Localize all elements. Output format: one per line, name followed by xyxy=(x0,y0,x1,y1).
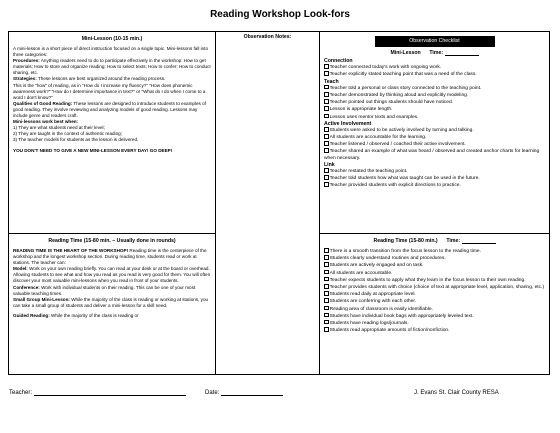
reading-time-checklist xyxy=(320,234,549,374)
checklist-item[interactable]: Students read daily at appropriate level. xyxy=(324,291,545,298)
checkbox[interactable] xyxy=(324,114,329,119)
mini-lesson-description xyxy=(9,32,215,233)
checkbox[interactable] xyxy=(324,99,329,104)
works-best-item: 3) The teacher models for students as the lesson is delivered. xyxy=(13,137,139,143)
teacher-blank[interactable] xyxy=(34,390,186,396)
conference-paragraph: Conference: Work with individual students on their reading. This can be one of your most valuable teaching times. xyxy=(13,284,196,296)
checklist-item[interactable]: There is a smooth transition from the focus lesson to the reading time. xyxy=(324,248,545,255)
teacher-label: Teacher: xyxy=(9,390,33,396)
section-connection: Connection xyxy=(324,58,353,64)
date-label: Date: xyxy=(205,390,220,396)
checklist-item[interactable]: All students are accountable. xyxy=(324,270,545,277)
checkbox[interactable] xyxy=(324,284,329,289)
checklist-item[interactable]: Teacher shared an example of what was heard / observed and created anchor charts for learning when necessary. xyxy=(324,149,540,161)
strategies-paragraph: Strategies: These lessons are best organized around the reading process. xyxy=(13,76,166,82)
checklist-item[interactable]: Teacher told a personal or class story connected to the teaching point. xyxy=(324,85,545,92)
checkbox[interactable] xyxy=(324,168,329,173)
checkbox[interactable] xyxy=(324,327,329,332)
observation-checklist-banner: Observation Checklist xyxy=(375,36,495,47)
checklist-item[interactable]: Lesson uses mentor texts and examples. xyxy=(324,114,545,121)
procedures-paragraph: Procedures: Anything readers need to do to participate effectively in the workshop: How to get materials; How to store and organize reading; How to select texts; How to confer; How to conduct sharing, etc. xyxy=(13,58,211,76)
mini-lesson-checklist xyxy=(320,32,549,233)
qualities-paragraph: Qualities of Good Reading: These lessons are designed to introduce students to examples of good reading. They involve reviewing and analyzing models of good reading. Lessons may include genre and readers craft. xyxy=(13,100,206,119)
checkbox[interactable] xyxy=(324,85,329,90)
time-blank[interactable] xyxy=(445,51,479,56)
checklist-item[interactable]: Students read appropriate amounts of fiction/nonfiction. xyxy=(324,327,545,334)
credit: J. Evans St. Clair County RESA xyxy=(414,390,499,396)
checkbox[interactable] xyxy=(324,306,329,311)
checkbox[interactable] xyxy=(324,291,329,296)
section-teach: Teach xyxy=(324,78,339,85)
checkbox[interactable] xyxy=(324,255,329,260)
checklist-item[interactable]: Teacher provided students with explicit directions to practice. xyxy=(324,182,545,189)
checkbox[interactable] xyxy=(324,320,329,325)
checklist-item[interactable]: All students are accountable for the learning. xyxy=(324,134,545,141)
guided-reading-paragraph: Guided Reading: While the majority of the class is reading or xyxy=(13,312,139,318)
reading-time-description xyxy=(9,234,215,374)
date-blank[interactable] xyxy=(221,390,283,396)
heart-paragraph: READING TIME IS THE HEART OF THE WORKSHOP! Reading time is the centerpiece of the workshop and the longest workshop section. During reading time, students read or work at stations. The teacher can: xyxy=(13,248,207,266)
reading-time-time-row: Reading Time (15-80 min.) Time: xyxy=(324,238,545,244)
checkbox[interactable] xyxy=(324,248,329,253)
checkbox[interactable] xyxy=(324,313,329,318)
checkbox[interactable] xyxy=(324,262,329,267)
checklist-item[interactable]: Teacher listened / observed / coached their active involvement. xyxy=(324,141,545,148)
lookfors-table xyxy=(8,31,550,375)
works-best-item: 2) They are taught in the context of authentic reading; xyxy=(13,131,122,137)
checkbox[interactable] xyxy=(324,148,329,153)
works-best-label: Mini-lessons work best when: xyxy=(13,119,79,125)
checklist-item[interactable]: Students clearly understand routines and procedures. xyxy=(324,255,545,262)
checklist-item[interactable]: Teacher restated the teaching point. xyxy=(324,168,545,175)
checkbox[interactable] xyxy=(324,134,329,139)
how-of-reading-paragraph: This is the "how" of reading, as in "How do I increase my fluency?" "How does phonemic awareness work?" "How do I determine importance in text?" or "What do I do when I come to a word I don't know?" xyxy=(13,82,206,100)
checklist-item[interactable]: Teacher explicitly stated teaching point that was a need of the class. xyxy=(324,71,545,78)
time-blank[interactable] xyxy=(462,239,496,244)
small-group-paragraph: Small Group Mini-Lesson: While the majority of the class is reading or working at stations, you can take a small group of students and deliver a mini-lesson for a skill need. xyxy=(13,296,209,308)
checklist-item[interactable]: Teacher demonstrated by thinking aloud and explicitly modeling. xyxy=(324,92,545,99)
checkbox[interactable] xyxy=(324,64,329,69)
checklist-item[interactable]: Students are conferring with each other. xyxy=(324,298,545,305)
checkbox[interactable] xyxy=(324,298,329,303)
checklist-item[interactable]: Teacher provides students with choice (choice of text at appropriate level, application, sharing, etc.) xyxy=(324,284,545,291)
checkbox[interactable] xyxy=(324,71,329,76)
checklist-item[interactable]: Teacher told students how what was taught can be used in the future. xyxy=(324,175,545,182)
observation-notes-area[interactable] xyxy=(216,32,319,374)
date-field xyxy=(205,390,283,396)
model-paragraph: Model: Work on your own reading briefly. You can read at your desk or at the board or overhead. Allowing students to see what and how you read as you read is very good for them. You will often discover your most valuable mini-lessons when you read in front of your students. xyxy=(13,266,211,284)
checkbox[interactable] xyxy=(324,141,329,146)
section-link: Link xyxy=(324,161,335,168)
checklist-item[interactable]: Teacher pointed out things students should have noticed. xyxy=(324,99,545,106)
checklist-item[interactable]: Lesson is appropriate length. xyxy=(324,106,545,113)
section-active-involvement: Active Involvement xyxy=(324,120,372,127)
checklist-item[interactable]: Reading area of classroom is easily identifiable. xyxy=(324,306,545,313)
teacher-field xyxy=(9,390,186,396)
mini-lesson-time-row: Mini-Lesson Time: xyxy=(324,50,545,56)
checkbox[interactable] xyxy=(324,270,329,275)
mini-lesson-heading: Mini-Lesson (10-15 min.) xyxy=(81,36,143,42)
checklist-item[interactable]: Students are actively engaged and on task. xyxy=(324,262,545,269)
checkbox[interactable] xyxy=(324,127,329,132)
checklist-item[interactable]: Students have reading logs/journals. xyxy=(324,320,545,327)
checklist-item[interactable]: Teacher connected today's work with ongoing work. xyxy=(324,64,545,71)
go-deep-note: YOU DON'T NEED TO GIVE A NEW MINI-LESSON EVERY DAY! GO DEEP! xyxy=(13,147,173,153)
checkbox[interactable] xyxy=(324,92,329,97)
checkbox[interactable] xyxy=(324,182,329,187)
checkbox[interactable] xyxy=(324,277,329,282)
checklist-item[interactable]: Students have individual book bags with appropriately leveled text. xyxy=(324,313,545,320)
checkbox[interactable] xyxy=(324,106,329,111)
checkbox[interactable] xyxy=(324,175,329,180)
works-best-item: 1) They are what students need at their level; xyxy=(13,125,105,131)
observation-notes-heading: Observation Notes: xyxy=(243,34,292,40)
mini-lesson-intro: A mini-lesson is a short piece of direct instruction focused on a single topic. Mini-lessons fall into three categories: xyxy=(13,46,209,58)
page-title: Reading Workshop Look-fors xyxy=(210,9,350,20)
checklist-item[interactable]: Students were asked to be actively involved by turning and talking. xyxy=(324,127,545,134)
reading-time-heading: Reading Time (15-80 min. – Usually done in rounds) xyxy=(48,238,176,244)
checklist-item[interactable]: Teacher expects students to apply what they learn in the focus lesson to their own reading. xyxy=(324,277,545,284)
